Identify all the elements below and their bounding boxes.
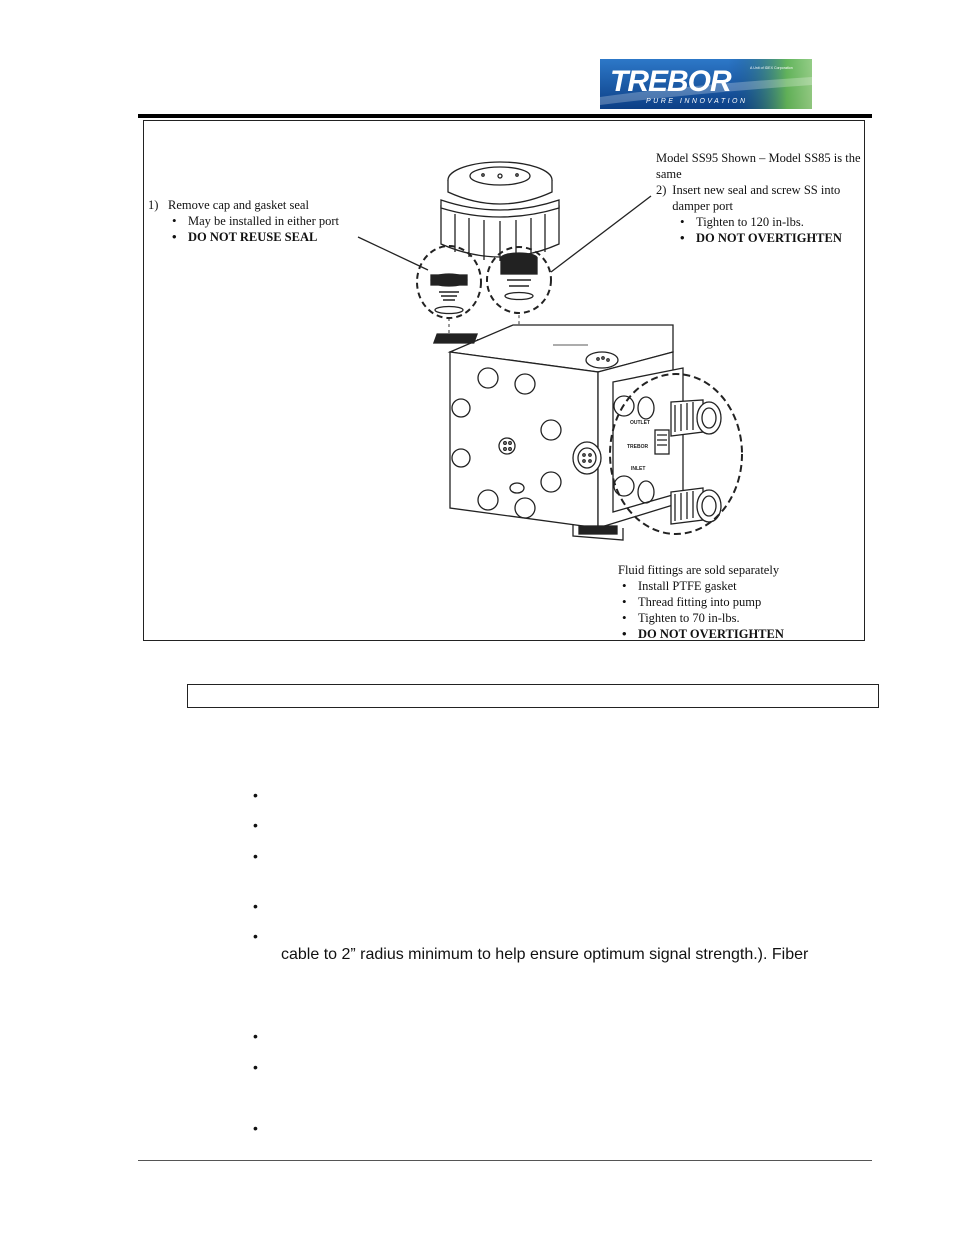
body-text-line: cable to 2” radius minimum to help ensure optimum signal strength.). Fiber — [281, 946, 809, 963]
callout-remove-cap — [148, 197, 378, 245]
callout-model-note: Model SS95 Shown – Model SS85 is the same — [656, 151, 861, 181]
body-bullet: • — [253, 898, 258, 914]
body-bullet: • — [253, 1120, 258, 1136]
port-label-outlet: OUTLET — [630, 420, 650, 426]
body-bullet: • — [253, 1028, 258, 1044]
callout-bullet-warning: • DO NOT OVERTIGHTEN — [676, 230, 861, 246]
port-label-inlet: INLET — [631, 466, 646, 472]
caption-box — [187, 684, 879, 708]
body-bullet: • — [253, 787, 258, 803]
logo-badge: A Unit of IDEX Corporation — [750, 66, 793, 70]
callout-fluid-fittings — [618, 562, 858, 642]
footer-rule — [138, 1160, 872, 1161]
trebor-logo — [598, 57, 814, 111]
logo-wordmark: TREBOR — [610, 65, 731, 98]
callout-bullet-warning: • DO NOT OVERTIGHTEN — [618, 626, 858, 642]
body-bullet: • — [253, 817, 258, 833]
callout-remove-cap-title: 1) Remove cap and gasket seal — [148, 198, 309, 212]
callout-bullet: • Tighten to 120 in-lbs. — [676, 214, 861, 230]
callout-bullet: • May be installed in either port — [168, 213, 378, 229]
logo-tagline: PURE INNOVATION — [646, 98, 748, 105]
callout-bullet: • Tighten to 70 in-lbs. — [618, 610, 858, 626]
callout-fluid-fittings-title: Fluid fittings are sold separately — [618, 563, 780, 577]
body-bullet: • — [253, 928, 258, 944]
callout-insert-seal-title: 2) Insert new seal and screw SS into damper port — [656, 183, 841, 213]
callout-bullet: • Thread fitting into pump — [618, 594, 858, 610]
callout-bullet-warning: • DO NOT REUSE SEAL — [168, 229, 378, 245]
header-rule — [138, 114, 872, 118]
port-label-brand: TREBOR — [627, 444, 649, 450]
callout-insert-seal — [656, 150, 861, 246]
callout-bullet: • Install PTFE gasket — [618, 578, 858, 594]
body-bullet: • — [253, 848, 258, 864]
body-bullet: • — [253, 1059, 258, 1075]
